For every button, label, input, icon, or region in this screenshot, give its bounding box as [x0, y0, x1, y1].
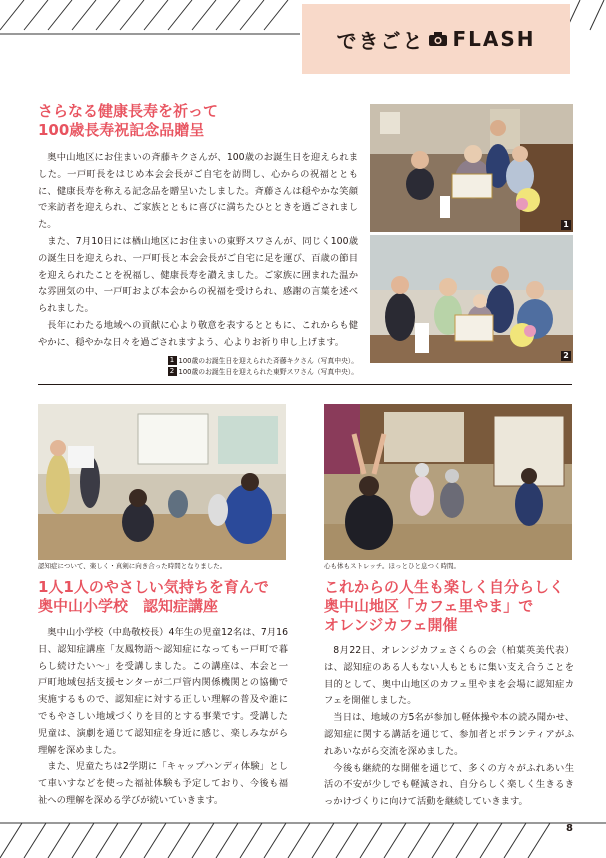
photo-illustration [38, 404, 286, 560]
article2-paragraph: また、児童たちは2学期に「キャップハンディ体験」として車いすなどを使った福祉体験も予定しており、今後も福祉への理解を深める学びが続いていきます。 [38, 761, 288, 806]
section-title-jp: できごと [336, 28, 425, 53]
photo-caption-1 [38, 356, 358, 367]
page-number: 8 [566, 823, 573, 834]
photo-illustration [370, 235, 573, 363]
article-dementia-lecture [38, 578, 288, 810]
photo-illustration [324, 404, 572, 560]
article1-title-line2: 100歳長寿祝記念品贈呈 [38, 121, 205, 139]
caption-number: 1 [168, 356, 177, 365]
photo-illustration [370, 104, 573, 232]
article-orange-cafe [324, 578, 574, 811]
article3-title-line1: これからの人生も楽しく自分らしく [324, 578, 565, 596]
caption-text: 100歳のお誕生日を迎えられた東野スワさん（写真中央）。 [178, 367, 358, 376]
article3-paragraph: 今後も継続的な開催を通じて、多くの方々がふれあい生活の不安が少しでも軽減され、自分らしく楽しく生きるきっかけづくりに向けて活動を継続していきます。 [324, 762, 574, 808]
camera-icon [428, 31, 448, 47]
section-title-en: FLASH [452, 27, 536, 51]
section-header [302, 4, 570, 74]
article2-paragraph: 奥中山小学校（中島敬校長）4年生の児童12名は、7月16日、認知症講座「友鳳物語～認知症になってもー戸町で暮らし続けたい～」を受講しました。この講座は、本会と一戸町地域包括支援センターが二戸管内関係機関との協働で実施するもので、認知症に対する正しい理解の普及や誰にでもやさしい地域づくりを目的とする事業です。受講した児童は、演劇を通じて認知症を身近に感じ、楽しみながら理解を深めました。 [38, 627, 288, 756]
article1-paragraph: 長年にわたる地域への貢献に心より敬意を表するとともに、これからも健やかに、穏やかな日々を過ごされますよう、心よりお祈り申し上げます。 [38, 319, 358, 348]
article3-paragraph: 8月22日、オレンジカフェさくらの会（柏葉英美代表）は、認知症のある人もない人もともに集い支え合うことを目的として、奥中山地区のカフェ里やまを会場に認知症カフェを開催しました。 [324, 645, 574, 707]
article2-title-line2: 奥中山小学校 認知症講座 [38, 597, 219, 615]
section-divider [38, 384, 572, 385]
photo-caption-2 [38, 367, 358, 378]
bottom-hatch-band [0, 822, 606, 858]
caption-number: 2 [168, 367, 177, 376]
article3-title-line3: オレンジカフェ開催 [324, 616, 458, 634]
photo-centenarian-2 [370, 235, 573, 363]
article2-photo-caption: 認知症について、楽しく・真剣に向き合った時間となりました。 [38, 562, 227, 570]
article-centenarian [38, 102, 358, 378]
photo-badge: 2 [561, 351, 571, 361]
bottom-hatch-pattern [0, 822, 606, 858]
article1-paragraph: また、7月10日には楢山地区にお住まいの東野スワさんが、同じく100歳の誕生日を迎えられ、一戸町長と本会会長がご自宅に足を運び、百歳の節目を迎えられたことを祝福し、健康長寿を讃えました。ご家族に囲まれた温かな雰囲気の中、一戸町および本会からの祝福を受けられ、感謝の言葉を述べられました。 [38, 235, 358, 315]
caption-text: 100歳のお誕生日を迎えられた斉藤キクさん（写真中央）。 [178, 356, 358, 365]
photo-badge: 1 [561, 220, 571, 230]
article3-photo-caption: 心も体もストレッチ。ほっとひと息つく時間。 [324, 562, 460, 570]
section-title [336, 25, 535, 54]
article3-paragraph: 当日は、地域の方5名が参加し軽体操や本の読み聞かせ、認知症に関する講話を通じて、参加者とボランティアがふれあいながら交流を深めました。 [324, 712, 574, 757]
article1-captions [38, 356, 358, 378]
article3-title-line2: 奥中山地区「カフェ里やま」で [324, 597, 534, 615]
photo-centenarian-1 [370, 104, 573, 232]
article2-title-line1: 1人1人のやさしい気持ちを育んで [38, 578, 269, 596]
article1-paragraph: 奥中山地区にお住まいの斉藤キクさんが、100歳のお誕生日を迎えられました。一戸町長をはじめ本会会長がご自宅を訪問し、心からの祝福とともに、健康長寿を称える記念品を贈呈いたしました。斉藤さんは穏やかな笑顔で来訪者を迎えられ、ご家族とともに喜びに満ちたひとときを過ごされました。 [38, 152, 358, 231]
article1-title-line1: さらなる健康長寿を祈って [38, 102, 219, 120]
photo-orange-cafe [324, 404, 572, 560]
photo-school-lecture [38, 404, 286, 560]
